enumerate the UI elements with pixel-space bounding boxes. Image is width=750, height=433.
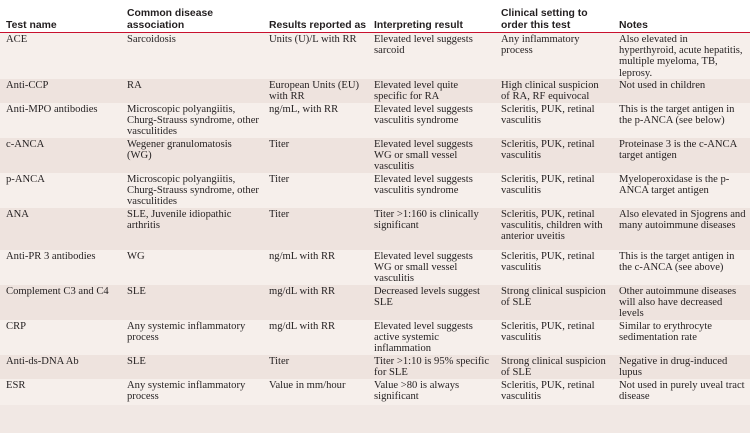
cell-clinical-setting: Any inflammatory process — [495, 33, 613, 79]
cell-disease-association: SLE, Juvenile idiopathic arthritis — [121, 208, 263, 250]
cell-notes: Also elevated in Sjogrens and many autoimmune diseases — [613, 208, 750, 250]
table-body — [0, 33, 750, 405]
cell-results-reported: mg/dL with RR — [263, 285, 368, 320]
table-row — [0, 320, 750, 355]
cell-notes: Myeloperoxidase is the p-ANCA target antigen — [613, 173, 750, 208]
cell-notes: This is the target antigen in the c-ANCA (see above) — [613, 250, 750, 285]
cell-interpreting-result: Titer >1:10 is 95% specific for SLE — [368, 355, 495, 379]
header-row — [0, 0, 750, 33]
cell-notes: Negative in drug-induced lupus — [613, 355, 750, 379]
table-row — [0, 285, 750, 320]
table-row — [0, 103, 750, 138]
cell-disease-association: SLE — [121, 285, 263, 320]
cell-test-name: ESR — [0, 379, 121, 405]
cell-notes: Proteinase 3 is the c-ANCA target antigen — [613, 138, 750, 173]
table-row — [0, 355, 750, 379]
table-row — [0, 173, 750, 208]
header-interpreting-result: Interpreting result — [368, 0, 495, 33]
cell-test-name: Anti-ds-DNA Ab — [0, 355, 121, 379]
table-row — [0, 79, 750, 103]
cell-interpreting-result: Elevated level suggests WG or small vessel vasculitis — [368, 250, 495, 285]
cell-disease-association: RA — [121, 79, 263, 103]
cell-notes: Not used in purely uveal tract disease — [613, 379, 750, 405]
cell-disease-association: Microscopic polyangiitis, Churg-Strauss syndrome, other vasculitides — [121, 103, 263, 138]
cell-disease-association: Any systemic inflammatory process — [121, 320, 263, 355]
cell-notes: This is the target antigen in the p-ANCA (see below) — [613, 103, 750, 138]
header-results-reported: Results reported as — [263, 0, 368, 33]
cell-disease-association: Wegener granulomatosis (WG) — [121, 138, 263, 173]
cell-notes: Also elevated in hyperthyroid, acute hepatitis, multiple myeloma, TB, leprosy. — [613, 33, 750, 79]
cell-clinical-setting: Scleritis, PUK, retinal vasculitis — [495, 173, 613, 208]
cell-test-name: Complement C3 and C4 — [0, 285, 121, 320]
cell-disease-association: Any systemic inflammatory process — [121, 379, 263, 405]
table-row — [0, 208, 750, 250]
cell-results-reported: ng/mL, with RR — [263, 103, 368, 138]
cell-interpreting-result: Elevated level suggests sarcoid — [368, 33, 495, 79]
cell-test-name: Anti-CCP — [0, 79, 121, 103]
header-disease-association: Common disease association — [121, 0, 263, 33]
cell-results-reported: ng/mL with RR — [263, 250, 368, 285]
table-header — [0, 0, 750, 33]
cell-notes: Other autoimmune diseases will also have decreased levels — [613, 285, 750, 320]
header-clinical-setting: Clinical setting to order this test — [495, 0, 613, 33]
cell-test-name: ANA — [0, 208, 121, 250]
table-row — [0, 138, 750, 173]
cell-test-name: Anti-PR 3 antibodies — [0, 250, 121, 285]
table-row — [0, 33, 750, 79]
header-notes: Notes — [613, 0, 750, 33]
cell-results-reported: Titer — [263, 355, 368, 379]
cell-results-reported: Value in mm/hour — [263, 379, 368, 405]
header-test-name: Test name — [0, 0, 121, 33]
cell-results-reported: mg/dL with RR — [263, 320, 368, 355]
cell-clinical-setting: Strong clinical suspicion of SLE — [495, 355, 613, 379]
table-row — [0, 379, 750, 405]
cell-clinical-setting: Scleritis, PUK, retinal vasculitis — [495, 250, 613, 285]
cell-interpreting-result: Decreased levels suggest SLE — [368, 285, 495, 320]
cell-clinical-setting: High clinical suspicion of RA, RF equivocal — [495, 79, 613, 103]
cell-interpreting-result: Value >80 is always significant — [368, 379, 495, 405]
cell-test-name: CRP — [0, 320, 121, 355]
cell-notes: Similar to erythrocyte sedimentation rate — [613, 320, 750, 355]
cell-test-name: p-ANCA — [0, 173, 121, 208]
table-row — [0, 250, 750, 285]
cell-interpreting-result: Elevated level suggests vasculitis syndrome — [368, 173, 495, 208]
cell-clinical-setting: Strong clinical suspicion of SLE — [495, 285, 613, 320]
cell-interpreting-result: Elevated level suggests active systemic inflammation — [368, 320, 495, 355]
cell-test-name: ACE — [0, 33, 121, 79]
cell-clinical-setting: Scleritis, PUK, retinal vasculitis — [495, 379, 613, 405]
cell-results-reported: Titer — [263, 173, 368, 208]
cell-results-reported: Titer — [263, 138, 368, 173]
cell-clinical-setting: Scleritis, PUK, retinal vasculitis — [495, 320, 613, 355]
cell-disease-association: Microscopic polyangiitis, Churg-Strauss syndrome, other vasculitides — [121, 173, 263, 208]
cell-notes: Not used in children — [613, 79, 750, 103]
cell-disease-association: WG — [121, 250, 263, 285]
cell-disease-association: SLE — [121, 355, 263, 379]
cell-results-reported: Titer — [263, 208, 368, 250]
cell-interpreting-result: Elevated level quite specific for RA — [368, 79, 495, 103]
cell-test-name: c-ANCA — [0, 138, 121, 173]
cell-clinical-setting: Scleritis, PUK, retinal vasculitis, children with anterior uveitis — [495, 208, 613, 250]
cell-test-name: Anti-MPO antibodies — [0, 103, 121, 138]
cell-results-reported: Units (U)/L with RR — [263, 33, 368, 79]
cell-results-reported: European Units (EU) with RR — [263, 79, 368, 103]
cell-clinical-setting: Scleritis, PUK, retinal vasculitis — [495, 138, 613, 173]
cell-interpreting-result: Titer >1:160 is clinically significant — [368, 208, 495, 250]
cell-interpreting-result: Elevated level suggests WG or small vessel vasculitis — [368, 138, 495, 173]
cell-disease-association: Sarcoidosis — [121, 33, 263, 79]
cell-interpreting-result: Elevated level suggests vasculitis syndrome — [368, 103, 495, 138]
cell-clinical-setting: Scleritis, PUK, retinal vasculitis — [495, 103, 613, 138]
